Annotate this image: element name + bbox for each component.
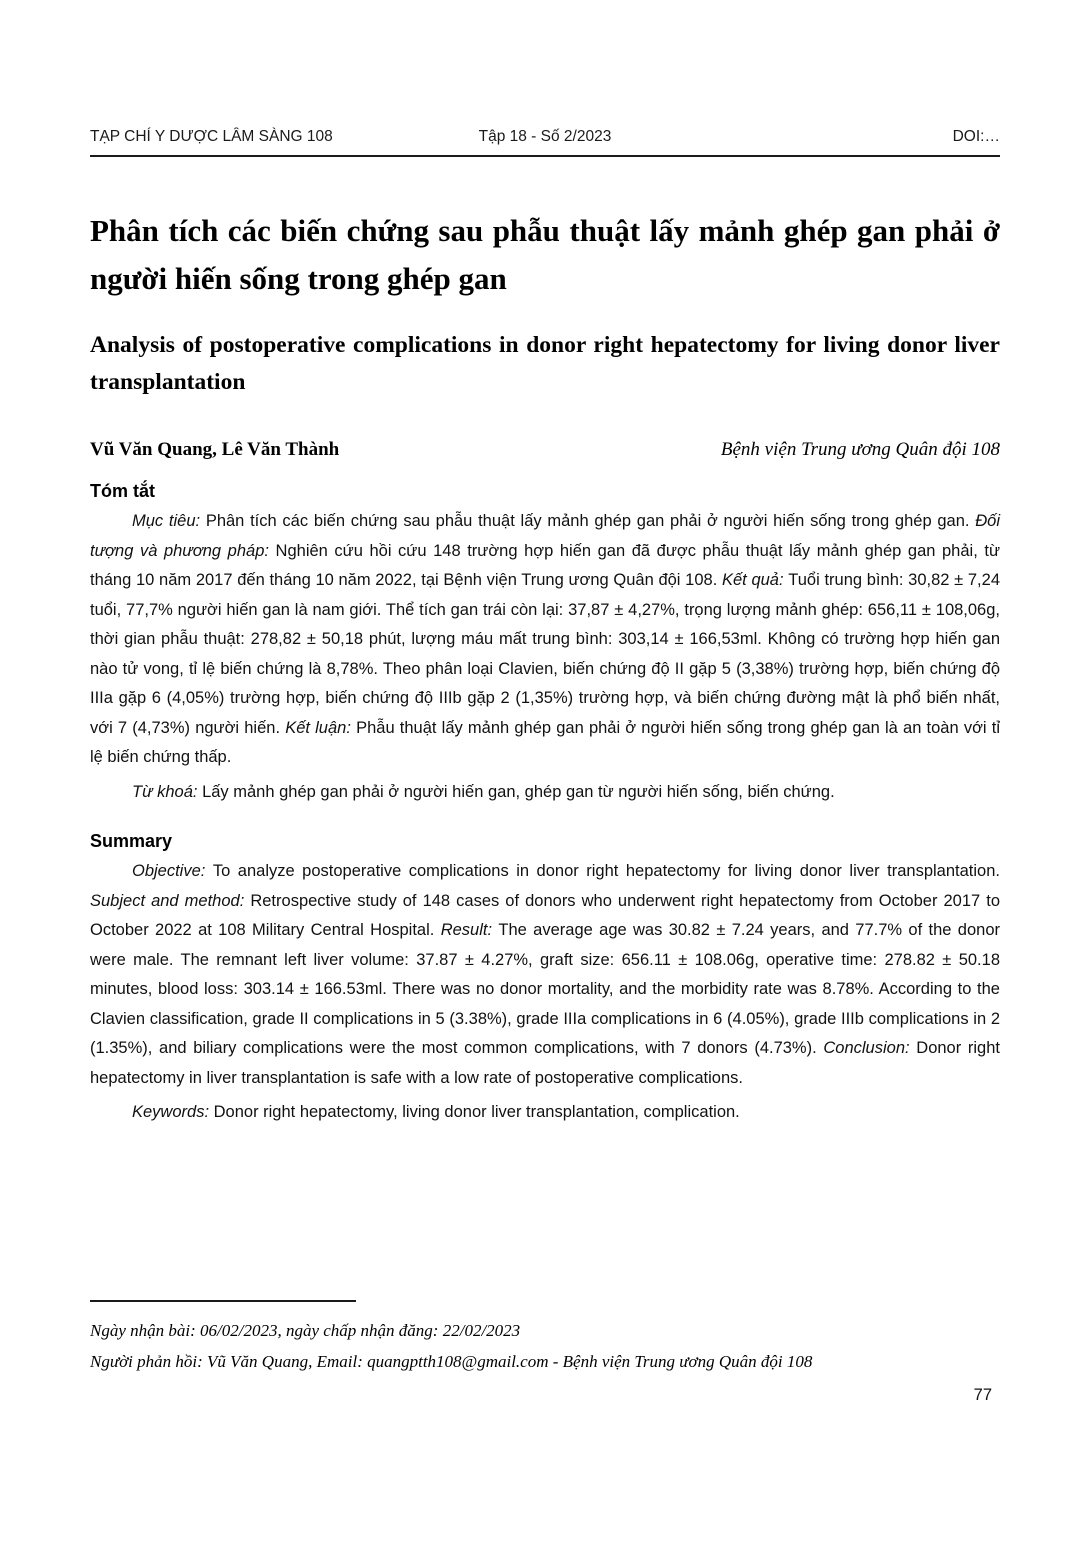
keywords-vi-text: Lấy mảnh ghép gan phải ở người hiến gan, ghép gan từ người hiến sống, biến chứng. xyxy=(202,782,835,801)
abstract-en-result-label: Result: xyxy=(440,921,499,939)
abstract-vi-method-label: Đối tượng và phương pháp: xyxy=(90,512,1000,560)
abstract-vi-heading: Tóm tắt xyxy=(90,481,155,501)
doi-label: DOI:… xyxy=(952,128,1000,145)
abstract-en-paragraph xyxy=(90,857,1000,1093)
abstract-en-keywords xyxy=(90,1098,1000,1128)
journal-name: TẠP CHÍ Y DƯỢC LÂM SÀNG 108 xyxy=(90,128,333,145)
footnote-block xyxy=(90,1300,1000,1377)
article-title-vietnamese: Phân tích các biến chứng sau phẫu thuật lấy mảnh ghép gan phải ở người hiến sống trong ghép gan xyxy=(90,213,1000,296)
abstract-vi-paragraph xyxy=(90,507,1000,773)
footnote-correspondence: Người phản hồi: Vũ Văn Quang, Email: quangptth108@gmail.com - Bệnh viện Trung ương Quân đội 108 xyxy=(90,1352,813,1371)
abstract-en-objective-text: To analyze postoperative complications in donor right hepatectomy for living donor liver transplantation. xyxy=(212,862,1000,880)
abstract-vi-objective-text: Phân tích các biến chứng sau phẫu thuật lấy mảnh ghép gan phải ở người hiến sống trong ghép gan. xyxy=(205,512,976,530)
keywords-vi-label: Từ khoá: xyxy=(132,782,203,801)
abstract-vi-keywords xyxy=(90,778,1000,808)
running-header xyxy=(90,128,1000,157)
article-title-english: Analysis of postoperative complications in donor right hepatectomy for living donor liver transplantation xyxy=(90,332,1000,395)
abstract-vi-method-text: Nghiên cứu hồi cứu 148 trường hợp hiến gan đã được phẫu thuật lấy mảnh ghép gan phải, từ tháng 10 năm 2017 đến tháng 10 năm 2022, tại Bệnh viện Trung ương Quân đội 108. xyxy=(90,541,1000,589)
abstract-en-objective-label: Objective: xyxy=(132,862,213,880)
keywords-en-text: Donor right hepatectomy, living donor liver transplantation, complication. xyxy=(213,1103,740,1121)
abstract-vi-result-text: Tuổi trung bình: 30,82 ± 7,24 tuổi, 77,7% người hiến gan là nam giới. Thể tích gan trái còn lại: 37,87 ± 4,27%, trọng lượng mảnh ghép: 656,11 ± 108,06g, thời gian phẫu thuật: 278,82 ± 50,18 phút, lượng máu mất trung bình: 303,14 ± 166,53ml. Không có trường hợp hiến gan nào tử vong, tỉ lệ biến chứng là 8,78%. Theo phân loại Clavien, biến chứng độ II gặp 5 (3,38%) trường hợp, biến chứng độ IIIa gặp 6 (4,05%) trường hợp, biến chứng độ IIIb gặp 2 (1,35%) trường hợp, và biến chứng đường mật là phổ biến nhất, với 7 (4,73%) người hiến. xyxy=(90,571,1000,737)
footnote-received-date: Ngày nhận bài: 06/02/2023, ngày chấp nhận đăng: 22/02/2023 xyxy=(90,1321,521,1340)
abstract-vi-conclusion-label: Kết luận: xyxy=(285,718,357,737)
abstract-vi-result-label: Kết quả: xyxy=(721,571,789,589)
abstract-en-heading: Summary xyxy=(90,831,173,851)
abstract-vi-objective-label: Mục tiêu: xyxy=(132,512,206,530)
abstract-vi-conclusion-text: Phẫu thuật lấy mảnh ghép gan phải ở người hiến sống trong ghép gan là an toàn với tỉ lệ biến chứng thấp. xyxy=(90,718,1000,766)
keywords-en-label: Keywords: xyxy=(132,1103,214,1121)
author-names: Vũ Văn Quang, Lê Văn Thành xyxy=(90,439,340,460)
page-number: 77 xyxy=(973,1386,992,1404)
issue-info: Tập 18 - Số 2/2023 xyxy=(478,128,612,145)
affiliation: Bệnh viện Trung ương Quân đội 108 xyxy=(720,439,1000,460)
authors-row xyxy=(90,439,1000,461)
abstract-en-result-text: The average age was 30.82 ± 7.24 years, and 77.7% of the donor were male. The remnant left liver volume: 37.87 ± 4.27%, graft size: 656.11 ± 108.06g, operative time: 278.82 ± 50.18 minutes, blood loss: 303.14 ± 166.53ml. There was no donor mortality, and the morbidity rate was 8.78%. According to the Clavien classification, grade II complications in 5 (3.38%), grade IIIa complications in 6 (4.05%), grade IIIb complications in 2 (1.35%), and biliary complications were the most common complications, with 7 donors (4.73%). xyxy=(90,921,1001,1057)
abstract-en-conclusion-text: Donor right hepatectomy in liver transplantation is safe with a low rate of postoperative complications. xyxy=(90,1039,1000,1087)
abstract-en-method-text: Retrospective study of 148 cases of donors who underwent right hepatectomy from October 2017 to October 2022 at 108 Military Central Hospital. xyxy=(90,891,1001,939)
abstract-en-method-label: Subject and method: xyxy=(90,891,251,910)
footnote-divider xyxy=(90,1300,356,1302)
abstract-en-conclusion-label: Conclusion: xyxy=(823,1039,917,1057)
